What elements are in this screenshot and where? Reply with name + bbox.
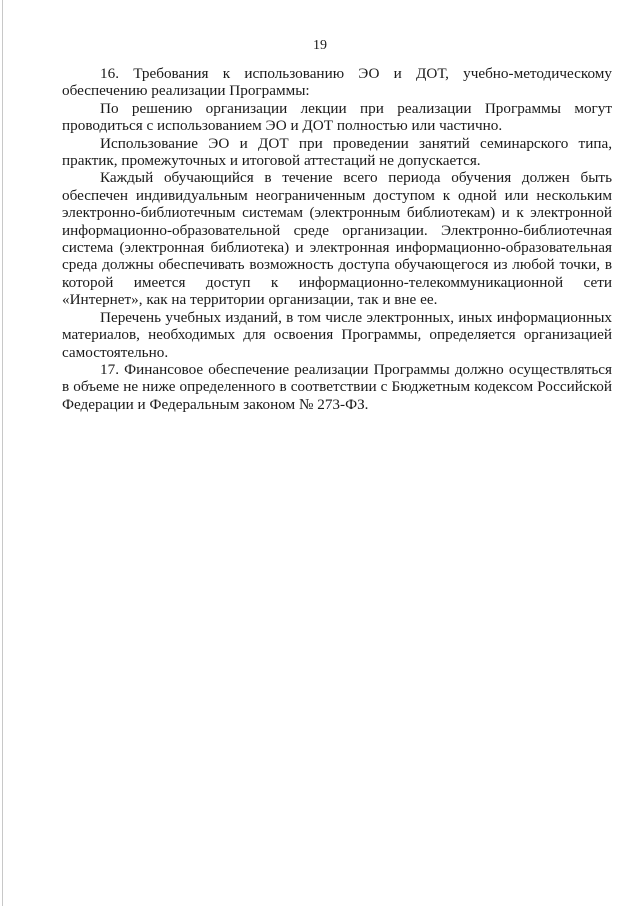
paragraph-lectures: По решению организации лекции при реализации Программы могут проводиться с использованием ЭО и ДОТ полностью или частично. [62, 99, 612, 135]
paragraph-publications: Перечень учебных изданий, в том числе электронных, иных информационных материалов, необходимых для освоения Программы, определяется организацией самостоятельно. [62, 308, 612, 361]
scan-edge-line [2, 0, 3, 906]
paragraph-seminars: Использование ЭО и ДОТ при проведении занятий семинарского типа, практик, промежуточных и итоговой аттестаций не допускается. [62, 134, 612, 170]
paragraph-section-17-funding: 17. Финансовое обеспечение реализации Программы должно осуществляться в объеме не ниже определенного в соответствии с Бюджетным кодексом Российской Федерации и Федеральным законом № 273-ФЗ. [62, 360, 612, 413]
paragraph-section-16-heading: 16. Требования к использованию ЭО и ДОТ, учебно-методическому обеспечению реализации Программы: [62, 65, 612, 100]
page-number: 19 [313, 38, 327, 53]
paragraph-library-access: Каждый обучающийся в течение всего периода обучения должен быть обеспечен индивидуальным неограниченным доступом к одной или нескольким электронно-библиотечным системам (электронным библиотекам) и к электронной информационно-образовательной среде организации. Электронно-библиотечная система (электронная библиотека) и электронная информационно-образовательная среда должны обеспечивать возможность доступа обучающегося из любой точки, в которой имеется доступ к информационно-телекоммуникационной сети «Интернет», как на территории организации, так и вне ее. [62, 169, 612, 309]
document-body [62, 65, 612, 413]
